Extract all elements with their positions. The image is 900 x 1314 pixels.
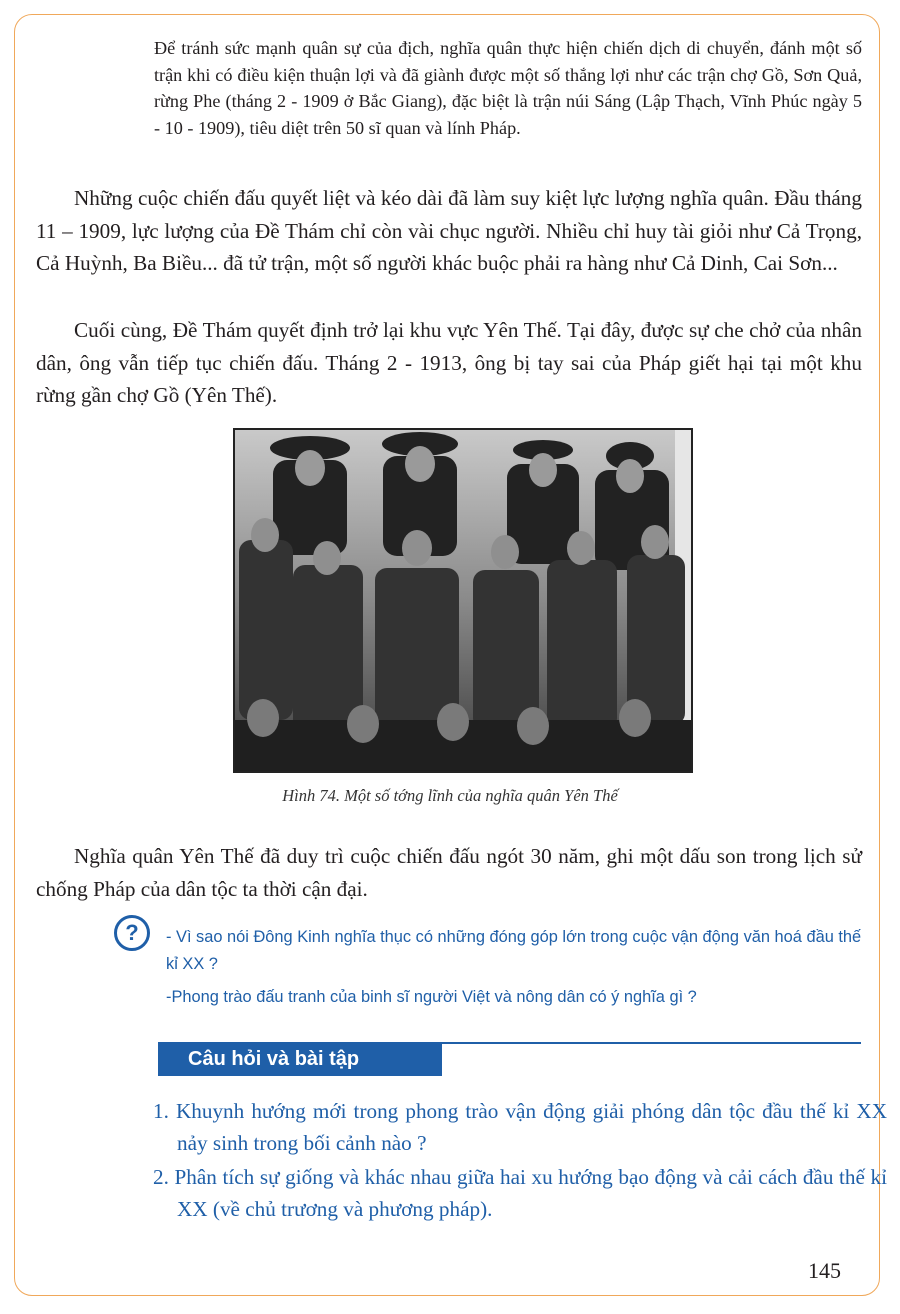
question-mark-icon: ?: [114, 915, 150, 951]
body-paragraph: Nghĩa quân Yên Thế đã duy trì cuộc chiến đấu ngót 30 năm, ghi một dấu son trong lịch sử chống Pháp của dân tộc ta thời cận đại.: [36, 844, 862, 901]
review-question: -Phong trào đấu tranh của binh sĩ người Việt và nông dân có ý nghĩa gì ?: [166, 988, 697, 1006]
historical-photo: [233, 428, 693, 773]
figure-caption: Hình 74. Một số tớng lĩnh của nghĩa quân Yên Thế: [282, 786, 618, 805]
group-portrait-illustration: [235, 430, 691, 771]
exercise-item: 1. Khuynh hướng mới trong phong trào vận động giải phóng dân tộc đầu thế kỉ XX nảy sinh trong bối cảnh nào ?: [153, 1099, 887, 1155]
body-paragraph: Cuối cùng, Đề Thám quyết định trở lại khu vực Yên Thế. Tại đây, được sự che chở của nhân dân, ông vẫn tiếp tục chiến đấu. Tháng 2 - 1913, ông bị tay sai của Pháp giết hại tại một khu rừng gần chợ Gồ (Yên Thế).: [36, 318, 862, 407]
body-paragraph: Những cuộc chiến đấu quyết liệt và kéo dài đã làm suy kiệt lực lượng nghĩa quân. Đầu tháng 11 – 1909, lực lượng của Đề Thám chỉ còn vài chục người. Nhiều chỉ huy tài giỏi như Cả Trọng, Cả Huỳnh, Ba Biều... đã tử trận, một số người khác buộc phải ra hàng như Cả Dinh, Cai Sơn...: [36, 186, 862, 275]
page-number: 145: [808, 1258, 841, 1283]
section-heading: Câu hỏi và bài tập: [158, 1042, 442, 1076]
review-question: - Vì sao nói Đông Kinh nghĩa thục có những đóng góp lớn trong cuộc vận động văn hoá đầu thế kỉ XX ?: [166, 928, 862, 973]
side-note: Để tránh sức mạnh quân sự của địch, nghĩa quân thực hiện chiến dịch di chuyển, đánh một số trận khi có điều kiện thuận lợi và đã giành được một số thắng lợi như các trận chợ Gồ, Sơn Quả, rừng Phe (tháng 2 - 1909 ở Bắc Giang), đặc biệt là trận núi Sáng (Lập Thạch, Vĩnh Phúc ngày 5 - 10 - 1909), tiêu diệt trên 50 sĩ quan và lính Pháp.: [154, 38, 862, 138]
exercise-item: 2. Phân tích sự giống và khác nhau giữa hai xu hướng bạo động và cải cách đầu thế kỉ XX (về chủ trương và phương pháp).: [153, 1165, 887, 1221]
